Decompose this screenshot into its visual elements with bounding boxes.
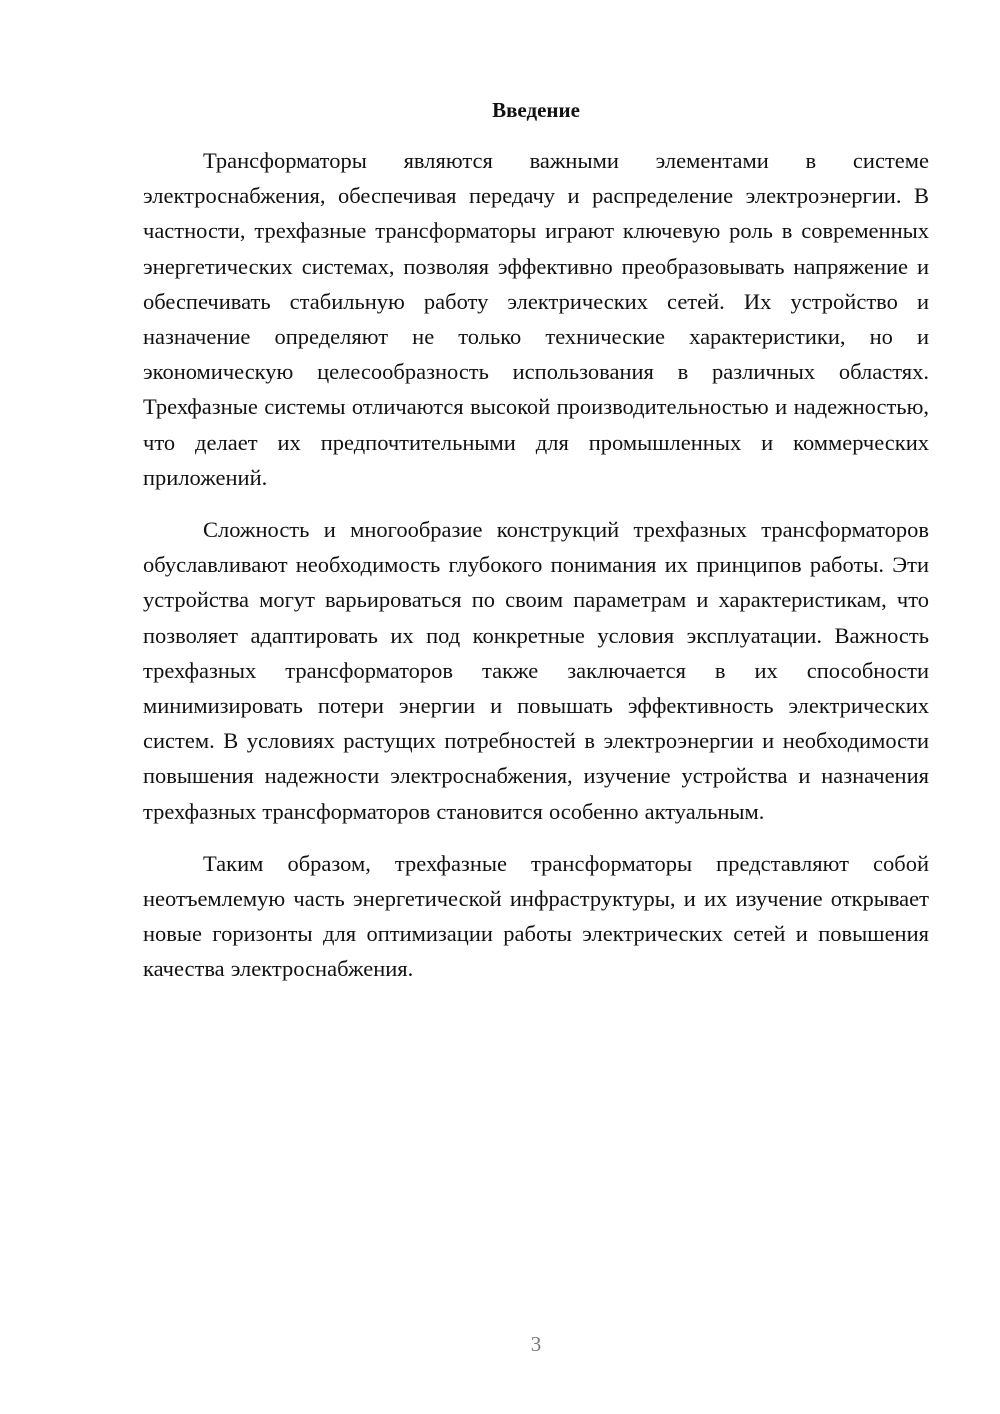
page-number: 3 [530, 1332, 542, 1356]
body-text [143, 143, 929, 1004]
paragraph-3: Таким образом, трехфазные трансформаторы представляют собой неотъемлемую часть энергетической инфраструктуры, и их изучение открывает новые горизонты для оптимизации работы электрических сетей и повышения качества электроснабжения. [143, 850, 929, 982]
paragraph-1: Трансформаторы являются важными элементами в системе электроснабжения, обеспечивая передачу и распределение электроэнергии. В частности, трехфазные трансформаторы играют ключевую роль в современных энергетических системах, позволяя эффективно преобразовывать напряжение и обеспечивать стабильную работу электрических сетей. Их устройство и назначение определяют не только технические характеристики, но и экономическую целесообразность использования в различных областях. Трехфазные системы отличаются высокой производительностью и надежностью, что делает их предпочтительными для промышленных и коммерческих приложений. [143, 148, 929, 490]
section-heading: Введение [492, 98, 580, 122]
paragraph-2: Сложность и многообразие конструкций трехфазных трансформаторов обуславливают необходимость глубокого понимания их принципов работы. Эти устройства могут варьироваться по своим параметрам и характеристикам, что позволяет адаптировать их под конкретные условия эксплуатации. Важность трехфазных трансформаторов также заключается в их способности минимизировать потери энергии и повышать эффективность электрических систем. В условиях растущих потребностей в электроэнергии и необходимости повышения надежности электроснабжения, изучение устройства и назначения трехфазных трансформаторов становится особенно актуальным. [143, 517, 929, 824]
